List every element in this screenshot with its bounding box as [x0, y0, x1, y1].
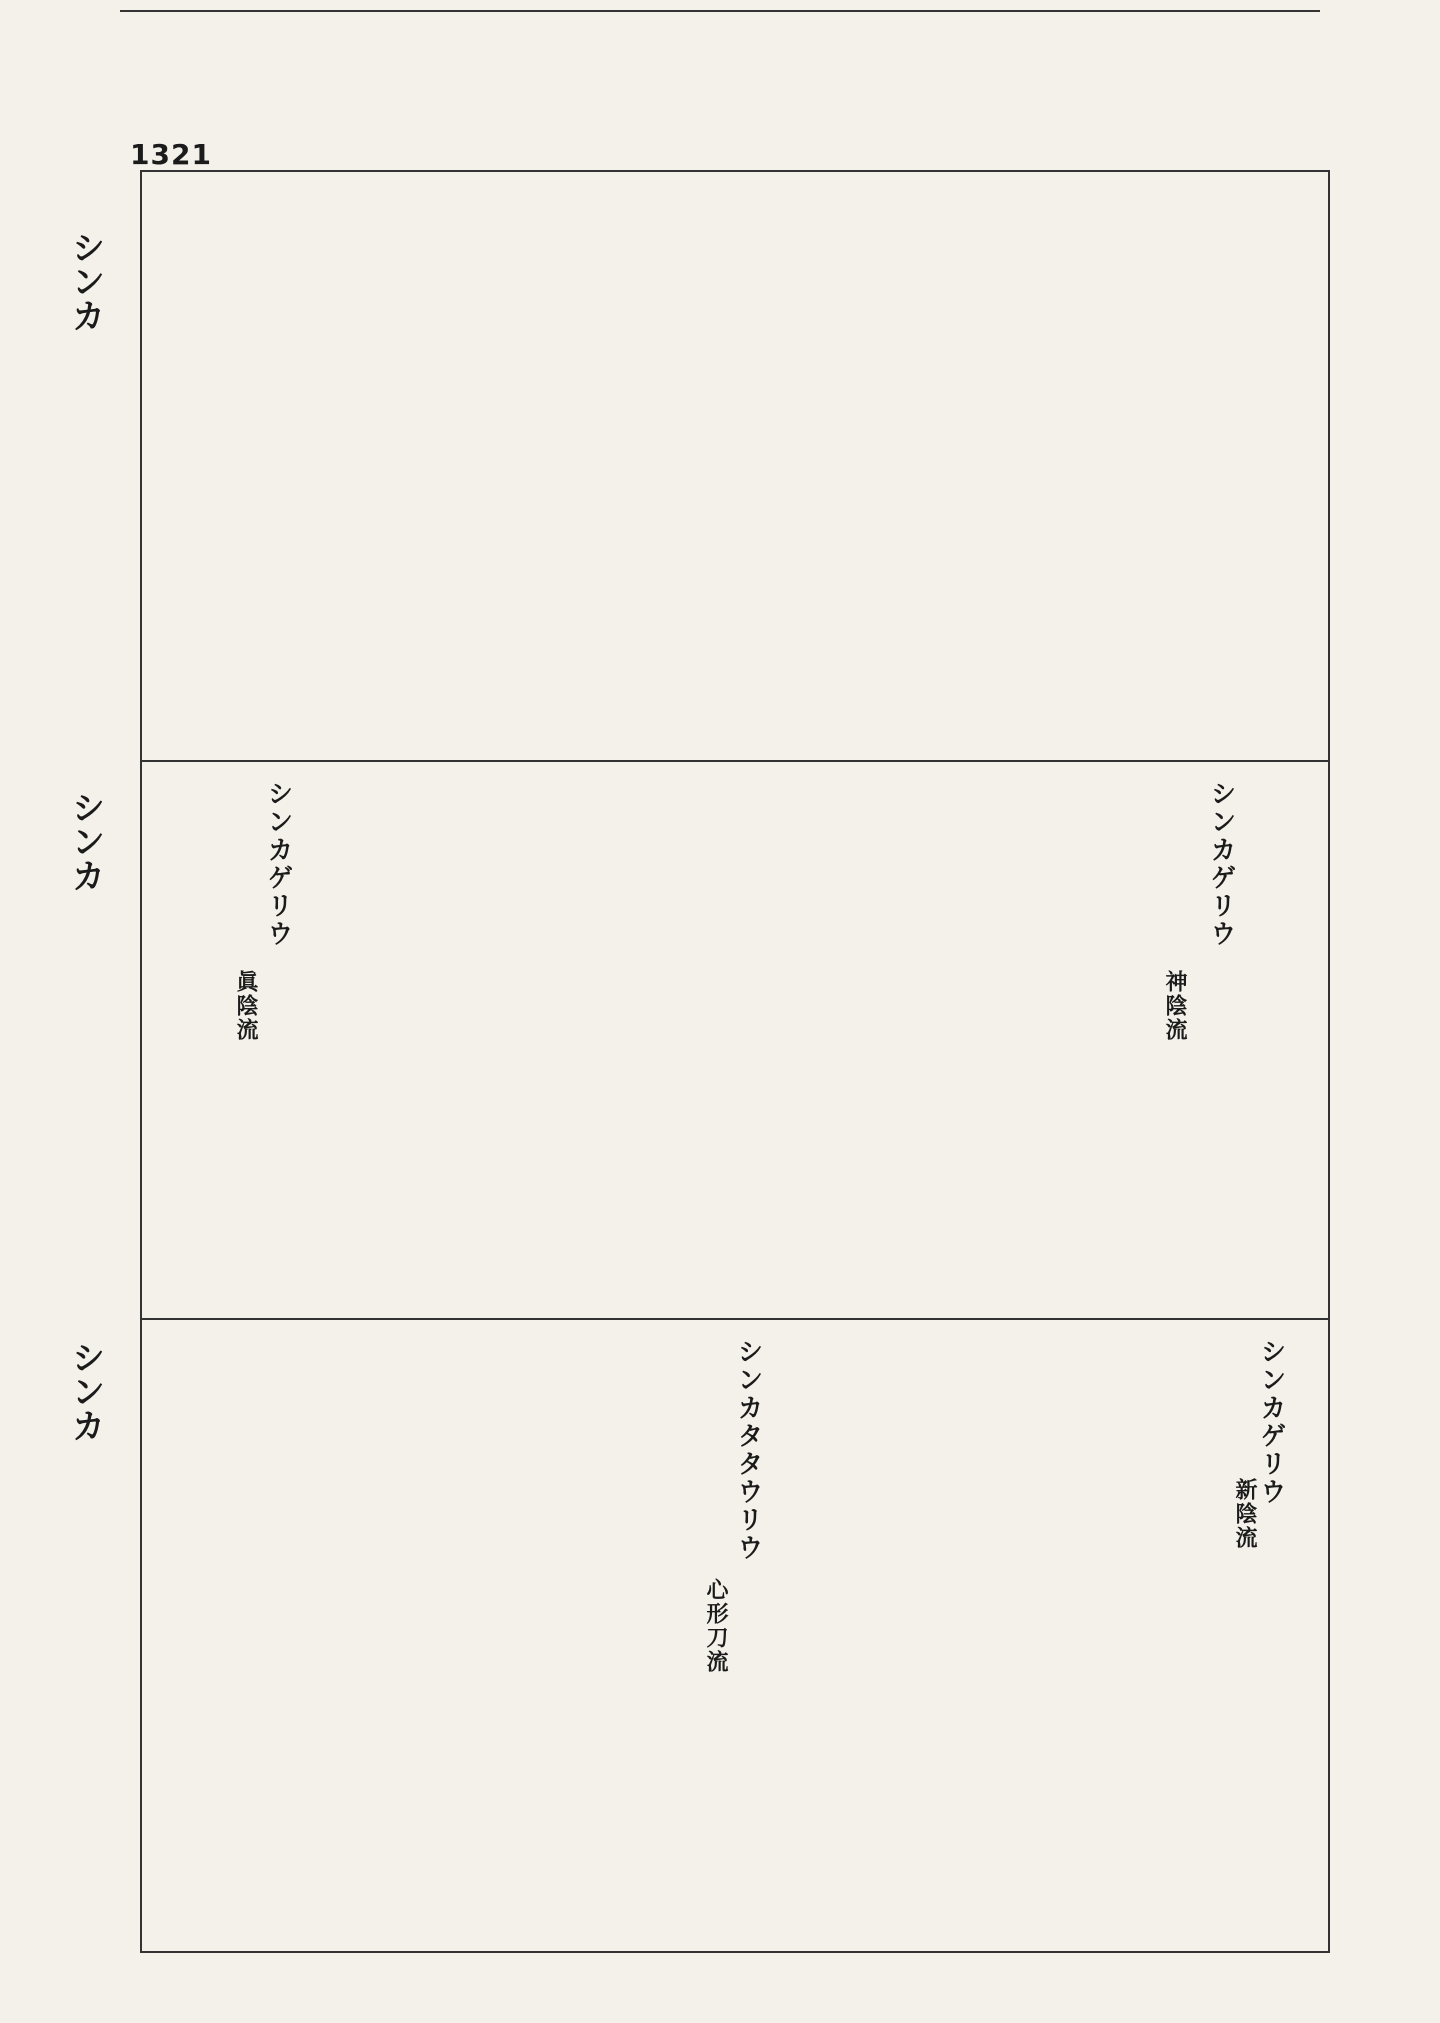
- top-rule: [120, 10, 1320, 12]
- running-head-middle: シンカ: [65, 790, 105, 892]
- entry-subtitle: 新陰流: [1232, 1478, 1257, 1550]
- entry-subtitle: 心形刀流: [703, 1578, 728, 1674]
- entry-headword: シンカゲリウ: [1256, 1338, 1286, 1506]
- entry-headword: シンカゲリウ: [1206, 780, 1236, 948]
- entry-subtitle: 神陰流: [1162, 970, 1187, 1042]
- band-divider-1: [140, 760, 1330, 762]
- running-head-bottom: シンカ: [65, 1340, 105, 1442]
- page-number: 1321: [130, 138, 212, 171]
- entry-subtitle: 眞陰流: [233, 970, 258, 1042]
- entry-headword: シンカタタウリウ: [733, 1338, 763, 1562]
- band-bottom: [150, 1328, 1320, 1943]
- band-middle: [150, 770, 1320, 1308]
- band-divider-2: [140, 1318, 1330, 1320]
- running-head-top: シンカ: [65, 230, 105, 332]
- entry-headword: シンカゲリウ: [263, 780, 293, 948]
